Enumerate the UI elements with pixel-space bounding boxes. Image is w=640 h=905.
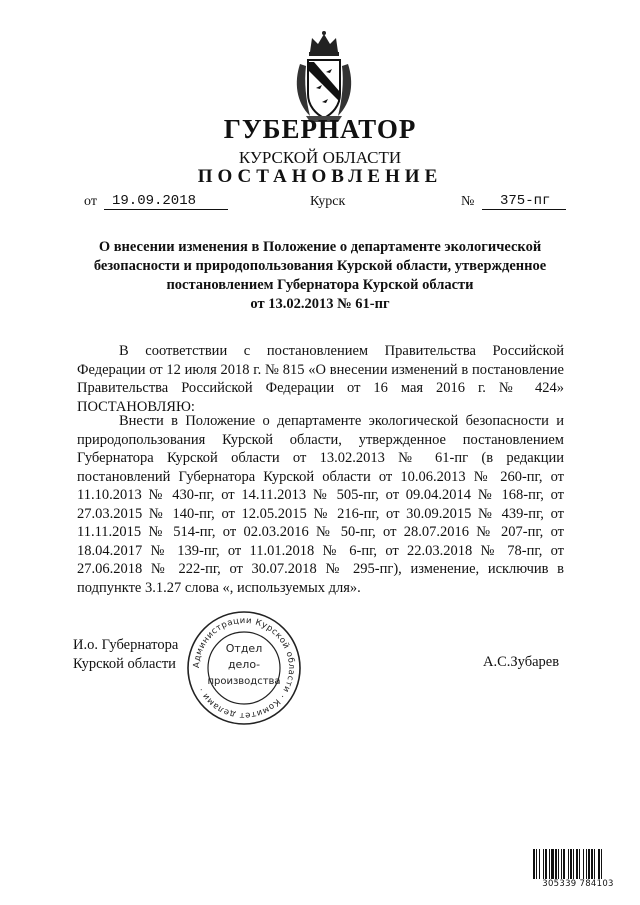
number-field [482, 193, 566, 210]
office-stamp [184, 608, 304, 728]
subject-line: постановлением Губернатора Курской области [166, 277, 474, 293]
stamp-inner-line: дело- [227, 658, 261, 671]
position-line: И.о. Губернатора [73, 637, 179, 653]
subject-line: безопасности и природопользования Курской области, утвержденное [93, 258, 547, 274]
decree-subject [70, 238, 570, 314]
date-field [104, 193, 228, 210]
body-paragraph-1: В соответствии с постановлением Правительства Российской Федерации от 12 июля 2018 г. № 815 «О внесении изменений в постановление Правительства Российской Федерации от 16 мая 2016 г. № 424» ПОСТАНОВЛЯЮ: [77, 343, 564, 415]
date-prefix: от [84, 194, 97, 209]
position-line: Курской области [73, 656, 176, 672]
region-subtitle: КУРСКОЙ ОБЛАСТИ [238, 148, 402, 167]
number-value: 375-пг [500, 193, 551, 209]
subject-line: О внесении изменения в Положение о департаменте экологической [98, 239, 542, 255]
subject-line: от 13.02.2013 № 61-пг [250, 296, 390, 312]
date-value: 19.09.2018 [112, 193, 197, 209]
number-prefix: № [461, 194, 475, 209]
stamp-ring-text: Администрации Курской области · Комитет делами · [191, 615, 297, 721]
city-name: Курск [310, 194, 346, 209]
page-title: ГУБЕРНАТОР [223, 114, 417, 144]
stamp-inner-line: производства [207, 676, 281, 687]
signatory-name: А.С.Зубарев [483, 654, 560, 670]
coat-of-arms-emblem [292, 30, 356, 126]
document-type: ПОСТАНОВЛЕНИЕ [197, 166, 443, 187]
stamp-inner-line: Отдел [225, 642, 263, 655]
body-paragraph-2: Внести в Положение о департаменте экологической безопасности и природопользования Курской области, утвержденное постановлением Губернатора Курской области от 13.02.2013 № 61-пг (в редакции постановлений Губернатора Курской области от 10.06.2013 № 260-пг, от 11.10.2013 № 430-пг, от 14.11.2013 № 505-пг, от 09.04.2014 № 168-пг, от 27.03.2015 № 140-пг, от 12.05.2015 № 216-пг, от 30.09.2015 № 439-пг, от 11.11.2015 № 514-пг, от 02.03.2016 № 50-пг, от 28.07.2016 № 207-пг, от 18.04.2017 № 139-пг, от 11.01.2018 № 6-пг, от 22.03.2018 № 78-пг, от 27.06.2018 № 222-пг, от 30.07.2018 № 295-пг), изменение, исключив в подпункте 3.1.27 слова «, используемых для». [77, 413, 564, 596]
barcode-number: 305339 784103 [532, 879, 624, 889]
signatory-position [73, 636, 178, 674]
